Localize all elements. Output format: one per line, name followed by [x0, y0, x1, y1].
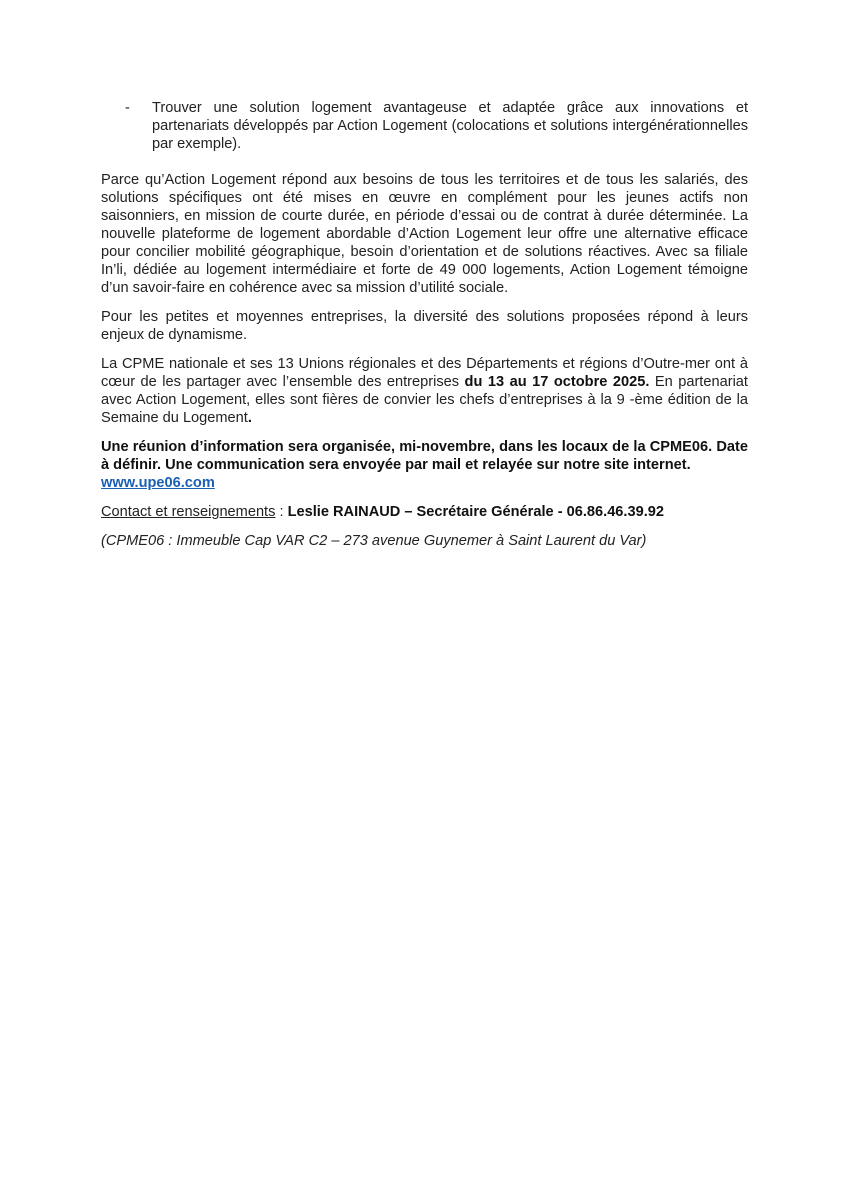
paragraph-cpme-intro: La CPME nationale et ses 13 Unions régionales et des Départements et régions d’Outre-mer ont à cœur de les partager avec l’ensemble des entreprises	[101, 356, 748, 390]
paragraph-cpme-end: .	[247, 410, 252, 426]
paragraph-pme: Pour les petites et moyennes entreprises, la diversité des solutions proposées répond à leurs enjeux de dynamisme.	[101, 309, 748, 343]
bullet-text: Trouver une solution logement avantageuse et adaptée grâce aux innovations et partenariats développés par Action Logement (colocations et solutions intergénérationnelles par exemple).	[152, 100, 748, 152]
contact-person: Leslie RAINAUD – Secrétaire Générale - 06.86.46.39.92	[287, 504, 664, 520]
paragraph-cpme-body: En partenariat avec Action Logement, elles sont fières de convier les chefs d’entreprises à la 9 -ème édition de la Semaine du Logement	[101, 374, 748, 426]
info-meeting-text: Une réunion d’information sera organisée, mi-novembre, dans les locaux de la CPME06. Date à définir. Une communication sera envoyée par mail et relayée sur notre site internet.	[101, 439, 748, 473]
paragraph-cpme	[101, 355, 748, 427]
contact-separator: :	[275, 504, 288, 520]
contact-line	[101, 503, 748, 521]
event-dates: du 13 au 17 octobre 2025.	[464, 374, 650, 390]
website-link[interactable]: www.upe06.com	[101, 475, 215, 491]
bullet-dash: -	[125, 100, 130, 116]
document-page	[101, 99, 748, 561]
contact-label: Contact et renseignements	[101, 504, 276, 520]
info-meeting	[101, 438, 748, 492]
address-line: (CPME06 : Immeuble Cap VAR C2 – 273 avenue Guynemer à Saint Laurent du Var)	[101, 533, 647, 549]
paragraph-action-logement: Parce qu’Action Logement répond aux besoins de tous les territoires et de tous les salariés, des solutions spécifiques ont été mises en œuvre en complément pour les jeunes actifs non saisonniers, en mission de courte durée, en période d’essai ou de contrat à durée déterminée. La nouvelle plateforme de logement abordable d’Action Logement leur offre une alternative efficace pour concilier mobilité géographique, besoin d’orientation et de solutions réactives. Avec sa filiale In’li, dédiée au logement intermédiaire et forte de 49 000 logements, Action Logement témoigne d’un savoir-faire en cohérence avec sa mission d’utilité sociale.	[101, 172, 748, 296]
bullet-item	[101, 99, 748, 153]
